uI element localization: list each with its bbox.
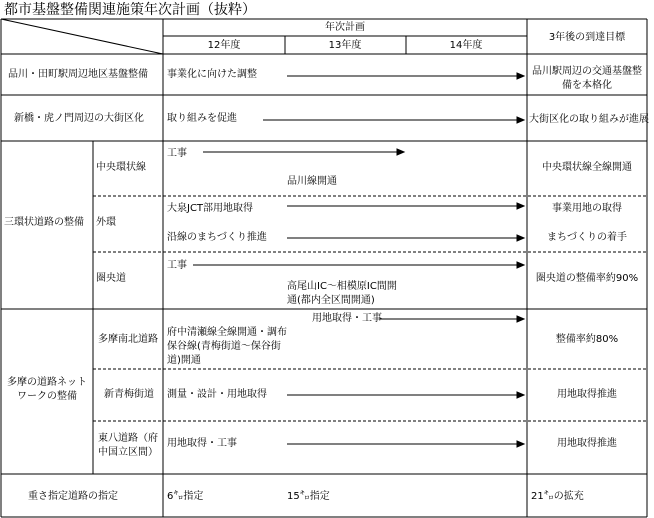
action-shinome: 測量・設計・用地取得 <box>167 389 267 400</box>
goal-shinome: 用地取得推進 <box>557 389 617 400</box>
year13-heavy: 15㌔指定 <box>287 491 330 502</box>
action-outer-1: 大泉JCT部用地取得 <box>167 203 254 214</box>
row-label-shinagawa: 品川・田町駅周辺地区基盤整備 <box>8 69 148 80</box>
group-label-tama-line1: 多摩の道路ネット <box>7 377 87 388</box>
goal-outer-1: 事業用地の取得 <box>552 203 622 214</box>
action-ken: 工事 <box>167 260 187 271</box>
header-year-14: 14年度 <box>449 40 483 51</box>
action-outer-2: 沿線のまちづくり推進 <box>167 232 267 243</box>
row-label-central: 中央環状線 <box>96 162 146 173</box>
year12-heavy: 6㌔指定 <box>167 491 204 502</box>
row-label-nanboku: 多摩南北道路 <box>98 334 158 345</box>
action-tohachi: 用地取得・工事 <box>167 438 237 449</box>
goal-ken: 圏央道の整備率約90% <box>535 273 639 284</box>
action-nanboku-line3: 道)開通 <box>167 355 201 366</box>
note-ken-line2: 通(都内全区間開通) <box>287 295 375 306</box>
goal-central: 中央環状線全線開通 <box>542 162 632 173</box>
note-central: 品川線開通 <box>287 176 337 187</box>
header-year-12: 12年度 <box>207 40 241 51</box>
row-label-shinome: 新青梅街道 <box>104 389 154 400</box>
goal-outer-2: まちづくりの着手 <box>547 232 627 243</box>
mid-action-nanboku: 用地取得・工事 <box>312 313 382 324</box>
group-label-tama-line2: ワークの整備 <box>17 391 77 402</box>
group-label-ring: 三環状道路の整備 <box>4 217 84 228</box>
row-label-tohachi-line2: 中国立区間） <box>98 447 158 458</box>
action-shinbashi: 取り組みを促進 <box>167 113 237 124</box>
action-nanboku-line1: 府中清瀬線全線開通・調布 <box>167 327 287 338</box>
page-title: 都市基盤整備関連施策年次計画（抜粋） <box>4 2 256 18</box>
header-annual-plan: 年次計画 <box>325 22 365 33</box>
goal-shinagawa-line2: 備を本格化 <box>562 80 612 91</box>
goal-heavy: 21㌔の拡充 <box>531 491 584 502</box>
action-shinagawa: 事業化に向けた調整 <box>167 69 257 80</box>
goal-shinbashi: 大街区化の取り組みが進展 <box>529 114 649 125</box>
header-year-13: 13年度 <box>328 40 362 51</box>
note-ken-line1: 高尾山IC～相模原IC間開 <box>287 281 397 292</box>
goal-tohachi: 用地取得推進 <box>557 438 617 449</box>
row-label-outer: 外環 <box>96 217 116 228</box>
row-label-ken: 圏央道 <box>96 273 126 284</box>
row-label-heavy: 重さ指定道路の指定 <box>28 491 118 502</box>
action-nanboku-line2: 保谷線(青梅街道～保谷街 <box>167 341 281 352</box>
row-label-shinbashi: 新橋・虎ノ門周辺の大街区化 <box>14 113 144 124</box>
row-label-tohachi-line1: 東八道路（府 <box>98 433 158 444</box>
goal-nanboku: 整備率約80% <box>555 334 619 345</box>
goal-shinagawa-line1: 品川駅周辺の交通基盤整 <box>532 66 642 77</box>
header-goal: 3年後の到達目標 <box>548 32 626 43</box>
action-central: 工事 <box>167 148 187 159</box>
